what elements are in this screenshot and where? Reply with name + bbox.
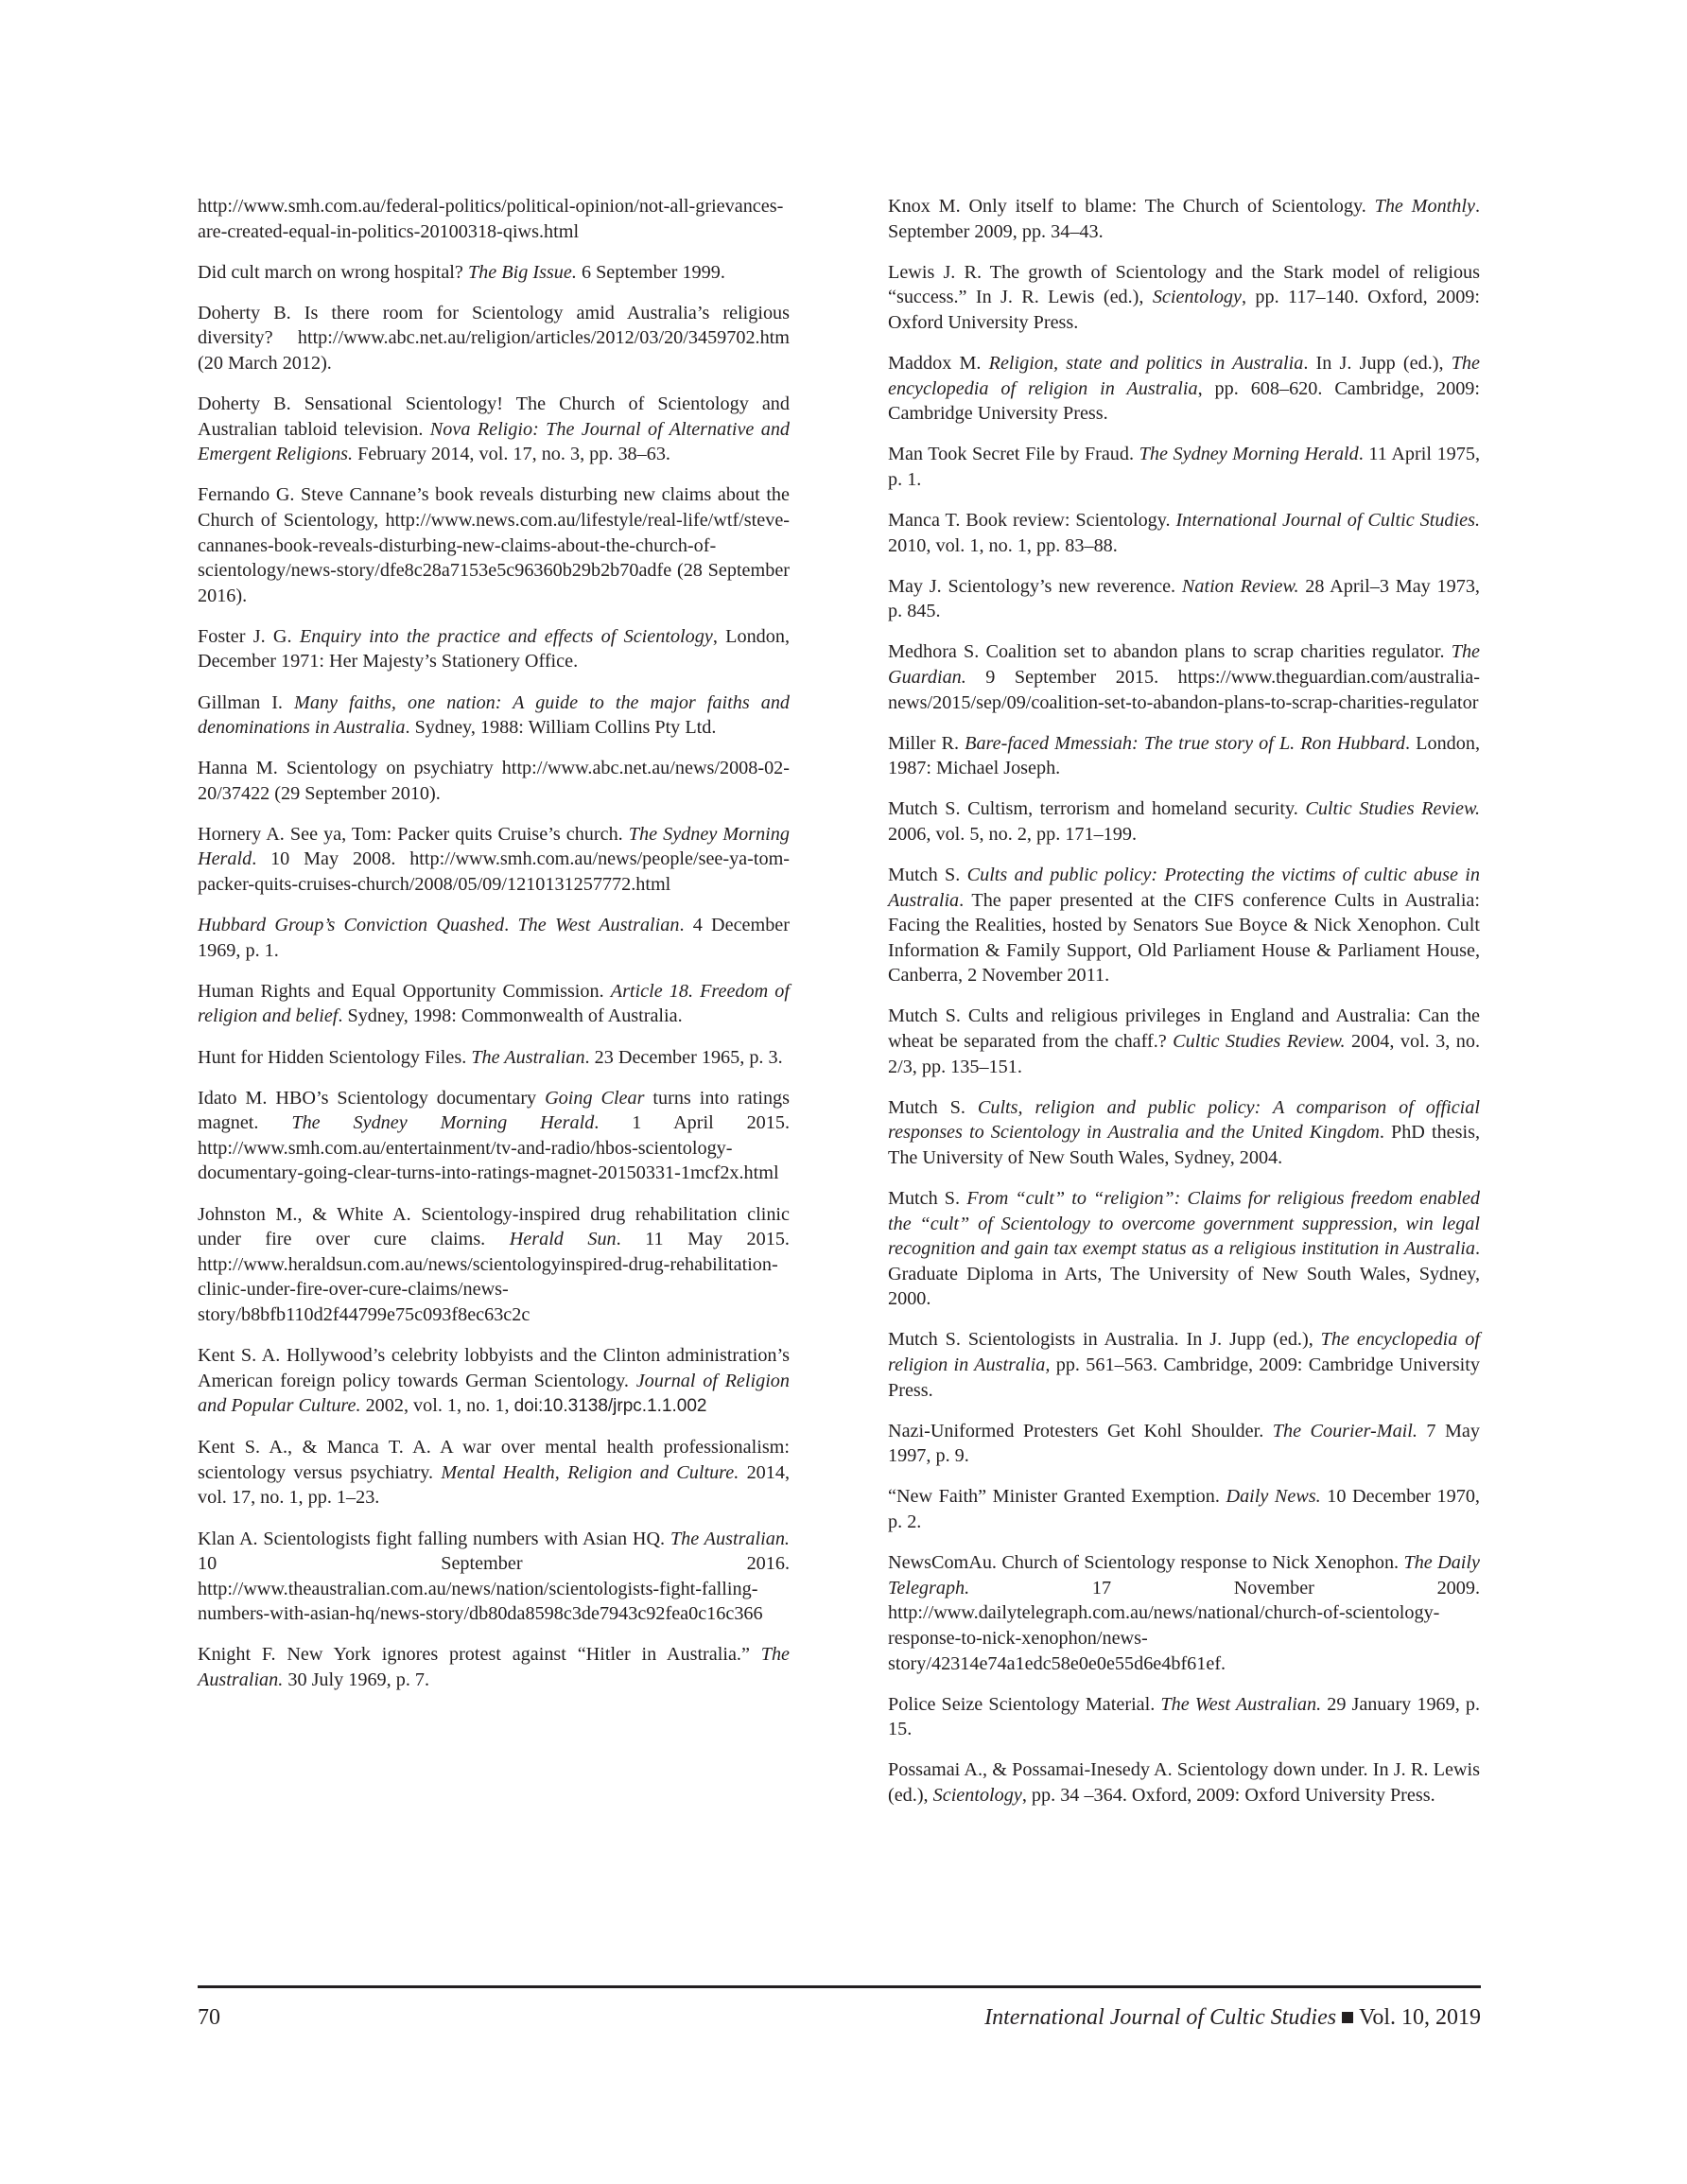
reference-text: Manca T. Book review: Scientology. xyxy=(888,509,1176,531)
reference-text: , pp. 608–620. Cambridge, 2009: Cambridge University Press. xyxy=(888,377,1481,425)
reference-text: . 11 May 2015. http://www.heraldsun.com.au/news/scientologyinspired-drug-rehabilitation-clinic-under-fire-over-cure-claims/news-story/b8bfb110d2f44799e75c093f8ec63c2c xyxy=(198,1229,790,1325)
reference-title: The Daily Telegraph. xyxy=(888,1552,1480,1599)
reference-entry xyxy=(888,1186,1480,1312)
reference-text: Possamai A., & Possamai-Inesedy A. Scientology down under. In J. R. Lewis (ed.), xyxy=(888,1759,1480,1806)
reference-title: International Journal of Cultic Studies. xyxy=(1175,509,1480,531)
reference-text: Mutch S. xyxy=(888,1096,978,1118)
reference-entry xyxy=(198,822,790,898)
reference-entry xyxy=(198,756,790,806)
reference-text: Nazi-Uniformed Protesters Get Kohl Shoulder. xyxy=(888,1420,1273,1441)
reference-text: 28 April–3 May 1973, p. 845. xyxy=(888,575,1480,622)
reference-title: Article 18. Freedom of religion and belief xyxy=(198,980,790,1027)
reference-text: turns into ratings magnet. xyxy=(198,1087,790,1134)
reference-title: From “cult” to “religion”: Claims for religious freedom enabled the “cult” of Scientology to overcome government suppression, win legal recognition and gain tax exempt status as a religious institution in Australia xyxy=(888,1188,1480,1260)
reference-text: 6 September 1999. xyxy=(576,261,725,283)
reference-text: doi:10.3138/jrpc.1.1.002 xyxy=(513,1396,707,1417)
page-number: 70 xyxy=(198,2005,220,2030)
reference-text: . PhD thesis, The University of New South Wales, Sydney, 2004. xyxy=(888,1122,1480,1168)
reference-title: Journal of Religion and Popular Culture. xyxy=(198,1370,790,1417)
reference-entry xyxy=(888,1327,1480,1403)
reference-title: Many faiths, one nation: A guide to the major faiths and denominations in Australia xyxy=(198,691,791,739)
reference-text: 10 September 2016. http://www.theaustralian.com.au/news/nation/scientologists-fight-falling-numbers-with-asian-hq/news-story/db80da8598c3de7943c92fea0c16c366 xyxy=(198,1553,790,1625)
reference-entry xyxy=(198,1527,790,1627)
reference-text: pp. 561–563. Cambridge, 2009: Cambridge University Press. xyxy=(888,1354,1480,1401)
reference-text: . 11 April 1975, p. 1. xyxy=(888,444,1480,490)
reference-entry xyxy=(888,194,1480,244)
reference-entry xyxy=(888,731,1480,781)
reference-text: May J. Scientology’s new reverence. xyxy=(888,575,1182,597)
reference-title: Cults, religion and public policy: A comparison of official responses to Scientology in Australia and the United Kingdom xyxy=(888,1096,1480,1144)
reference-text: Foster J. G. xyxy=(198,625,300,647)
reference-entry xyxy=(198,1202,790,1328)
reference-title: Nation Review. xyxy=(1181,575,1299,597)
reference-title: The encyclopedia of religion in Australia, xyxy=(888,1329,1480,1376)
reference-entry xyxy=(888,639,1480,715)
reference-title: Going Clear xyxy=(545,1087,645,1109)
reference-text: , London, December 1971: Her Majesty’s Stationery Office. xyxy=(198,625,790,673)
reference-entry xyxy=(198,1642,790,1692)
reference-text: Gillman I. xyxy=(198,691,295,713)
reference-text: 30 July 1969, p. 7. xyxy=(283,1669,430,1690)
reference-text: Mutch S. Cults and religious privileges in England and Australia: Can the wheat be separated from the chaff.? xyxy=(888,1005,1480,1053)
reference-title: Bare-faced Mmessiah: The true story of L. Ron Hubbard xyxy=(965,732,1406,754)
reference-title: The Australian xyxy=(471,1046,585,1068)
reference-title: Cults and public policy: Protecting the victims of cultic abuse in Australia xyxy=(888,864,1480,911)
reference-text: 2006, vol. 5, no. 2, pp. 171–199. xyxy=(888,823,1137,845)
references-right-column xyxy=(888,194,1480,1824)
reference-text: Johnston M., & White A. Scientology-inspired drug rehabilitation clinic under fire over cure claims. xyxy=(198,1203,790,1250)
reference-text: . Sydney, 1988: William Collins Pty Ltd. xyxy=(405,717,717,739)
reference-title: The West Australian. xyxy=(1160,1693,1322,1715)
reference-text: Hunt for Hidden Scientology Files. xyxy=(198,1046,472,1068)
reference-title: The Sydney Morning Herald xyxy=(1139,444,1359,465)
reference-text: Hanna M. Scientology on psychiatry http://www.abc.net.au/news/2008-02-20/37422 (29 September 2010). xyxy=(198,758,790,804)
reference-text: . In J. Jupp (ed.), xyxy=(1303,352,1452,374)
reference-text: Miller R. xyxy=(888,732,965,754)
reference-text: Knight F. New York ignores protest against “Hitler in Australia.” xyxy=(198,1644,761,1666)
reference-title: The Big Issue. xyxy=(467,261,577,283)
reference-entry xyxy=(198,1045,790,1071)
reference-title: Scientology xyxy=(1152,287,1242,308)
reference-title: The encyclopedia of religion in Australia xyxy=(888,352,1480,399)
reference-entry xyxy=(198,482,790,608)
reference-entry xyxy=(198,392,790,467)
square-bullet-icon xyxy=(1342,2012,1353,2023)
reference-text: . xyxy=(504,915,518,936)
reference-entry xyxy=(888,508,1480,558)
reference-entry xyxy=(198,260,790,286)
reference-entry xyxy=(888,1757,1480,1808)
reference-title: Religion, state and politics in Australia xyxy=(988,352,1304,374)
reference-entry xyxy=(888,1692,1480,1742)
reference-title: The Australian. xyxy=(198,1644,790,1690)
reference-text: . 4 December 1969, p. 1. xyxy=(198,915,790,961)
reference-text: Maddox M. xyxy=(888,352,989,374)
reference-entry xyxy=(888,1419,1480,1469)
reference-text: Mutch S. Scientologists in Australia. In J. Jupp (ed.), xyxy=(888,1329,1321,1351)
reference-entry xyxy=(198,624,790,674)
footer-rule xyxy=(198,1985,1481,1988)
reference-title: The Sydney Morning Herald xyxy=(291,1112,595,1134)
reference-entry xyxy=(888,1095,1480,1171)
reference-text: Idato M. HBO’s Scientology documentary xyxy=(198,1087,546,1109)
reference-entry xyxy=(888,1550,1480,1676)
reference-text: Doherty B. Sensational Scientology! The Church of Scientology and Australian tabloid television. xyxy=(198,393,790,440)
reference-title: Enquiry into the practice and effects of Scientology xyxy=(299,625,713,647)
reference-text: Klan A. Scientologists fight falling numbers with Asian HQ. xyxy=(198,1528,670,1549)
reference-text: Lewis J. R. The growth of Scientology and the Stark model of religious “success.” In J. R. Lewis (ed.), xyxy=(888,261,1480,308)
reference-entry xyxy=(198,1435,790,1511)
reference-title: Cultic Studies Review. xyxy=(1173,1031,1346,1053)
reference-text: . 23 December 1965, p. 3. xyxy=(584,1046,783,1068)
reference-text: Man Took Secret File by Fraud. xyxy=(888,444,1139,465)
reference-entry xyxy=(198,301,790,376)
reference-title: Herald Sun xyxy=(509,1229,617,1250)
reference-entry xyxy=(888,863,1480,988)
references-left-column xyxy=(198,194,790,1708)
journal-title: International Journal of Cultic Studies xyxy=(984,2005,1337,2030)
reference-text: Mutch S. Cultism, terrorism and homeland security. xyxy=(888,798,1306,820)
reference-title: Daily News. xyxy=(1226,1486,1321,1508)
reference-entry xyxy=(198,913,790,963)
reference-text: Police Seize Scientology Material. xyxy=(888,1693,1161,1715)
reference-title: Cultic Studies Review. xyxy=(1305,798,1480,820)
reference-text: Kent S. A. Hollywood’s celebrity lobbyists and the Clinton administration’s American foreign policy towards German Scientology. xyxy=(198,1344,790,1391)
reference-entry xyxy=(198,690,790,741)
reference-text: . Graduate Diploma in Arts, The University of New South Wales, Sydney, 2000. xyxy=(888,1238,1480,1310)
reference-entry xyxy=(888,442,1480,492)
reference-text: Mutch S. xyxy=(888,1188,967,1209)
reference-text: 2014, vol. 17, no. 1, pp. 1–23. xyxy=(198,1461,790,1509)
reference-text: 2010, vol. 1, no. 1, pp. 83–88. xyxy=(888,534,1118,556)
reference-entry xyxy=(198,1086,790,1186)
reference-text: 10 December 1970, p. 2. xyxy=(888,1486,1480,1533)
reference-entry xyxy=(198,194,790,244)
reference-entry xyxy=(888,796,1480,847)
reference-title: The Sydney Morning Herald xyxy=(198,823,790,870)
reference-title: The Australian. xyxy=(670,1528,790,1549)
reference-entry xyxy=(888,351,1480,427)
reference-text: , pp. 34 –364. Oxford, 2009: Oxford University Press. xyxy=(1021,1784,1435,1806)
reference-title: Scientology xyxy=(932,1784,1022,1806)
reference-text: NewsComAu. Church of Scientology response to Nick Xenophon. xyxy=(888,1552,1404,1574)
reference-title: The Guardian. xyxy=(888,641,1480,688)
reference-text: . The paper presented at the CIFS conference Cults in Australia: Facing the Realities, hosted by Senators Sue Boyce & Nick Xenophon. Cult Information & Family Support, Old Parliament House & Parliament House, Canberra, 2 November 2011. xyxy=(888,889,1480,987)
reference-text: Did cult march on wrong hospital? xyxy=(198,261,468,283)
reference-text: 2002, vol. 1, no. 1, xyxy=(360,1395,514,1417)
reference-text: 29 January 1969, p. 15. xyxy=(888,1693,1480,1740)
reference-text: 2004, vol. 3, no. 2/3, pp. 135–151. xyxy=(888,1031,1480,1077)
reference-text: February 2014, vol. 17, no. 3, pp. 38–63. xyxy=(353,444,670,465)
reference-text: Doherty B. Is there room for Scientology amid Australia’s religious diversity? http://www.abc.net.au/religion/articles/2012/03/20/3459702.htm (20 March 2012). xyxy=(198,302,790,374)
reference-entry xyxy=(198,1343,790,1420)
reference-text: 17 November 2009. http://www.dailytelegraph.com.au/news/national/church-of-scientology-response-to-nick-xenophon/news-story/42314e74a1edc58e0e0e55d6e4bf61ef. xyxy=(888,1577,1480,1674)
reference-text: “New Faith” Minister Granted Exemption. xyxy=(888,1486,1226,1508)
journal-volume: Vol. 10, 2019 xyxy=(1359,2005,1481,2030)
reference-text: . 10 May 2008. http://www.smh.com.au/news/people/see-ya-tom-packer-quits-cruises-church/2008/05/09/1210131257772.html xyxy=(198,848,790,896)
reference-text: . London, 1987: Michael Joseph. xyxy=(888,732,1480,779)
reference-text: Kent S. A., & Manca T. A. A war over mental health professionalism: scientology versus psychiatry. xyxy=(198,1437,790,1483)
reference-entry xyxy=(888,574,1480,624)
reference-text: http://www.smh.com.au/federal-politics/political-opinion/not-all-grievances-are-created-equal-in-politics-20100318-qiws.html xyxy=(198,196,784,242)
reference-entry xyxy=(888,1004,1480,1079)
reference-text: 7 May 1997, p. 9. xyxy=(888,1420,1480,1467)
reference-text: Mutch S. xyxy=(888,864,967,885)
reference-text: Medhora S. Coalition set to abandon plans to scrap charities regulator. xyxy=(888,641,1452,663)
reference-text: Knox M. Only itself to blame: The Church of Scientology. xyxy=(888,196,1375,217)
reference-text: . 1 April 2015. http://www.smh.com.au/entertainment/tv-and-radio/hbos-scientology-documentary-going-clear-turns-into-ratings-magnet-20150331-1mcf2x.html xyxy=(198,1112,791,1184)
journal-footer xyxy=(984,2003,1481,2032)
reference-title: Mental Health, Religion and Culture. xyxy=(441,1461,739,1483)
reference-text: . September 2009, pp. 34–43. xyxy=(888,196,1480,242)
reference-entry xyxy=(198,979,790,1029)
reference-entry xyxy=(888,260,1480,336)
reference-text: . Sydney, 1998: Commonwealth of Australia. xyxy=(338,1005,683,1027)
reference-text: , pp. 117–140. Oxford, 2009: Oxford University Press. xyxy=(888,287,1480,333)
reference-text: Human Rights and Equal Opportunity Commission. xyxy=(198,980,611,1002)
reference-title: The Courier-Mail. xyxy=(1272,1420,1417,1441)
reference-text: Fernando G. Steve Cannane’s book reveals disturbing new claims about the Church of Scientology, http://www.news.com.au/lifestyle/real-life/wtf/steve-cannanes-book-reveals-disturbing-new-claims-about-the-church-of-scientology/news-story/dfe8c28a7153e5c96360b29b2b70adfe (28 September 2016). xyxy=(198,484,790,606)
reference-text: 9 September 2015. https://www.theguardian.com/australia-news/2015/sep/09/coalition-set-to-abandon-plans-to-scrap-charities-regulator xyxy=(888,666,1480,713)
reference-entry xyxy=(888,1484,1480,1534)
reference-title: Hubbard Group’s Conviction Quashed xyxy=(198,915,505,936)
reference-title: The Monthly xyxy=(1374,196,1475,217)
reference-title: The West Australian xyxy=(517,915,680,936)
reference-title: Nova Religio: The Journal of Alternative and Emergent Religions. xyxy=(198,418,791,465)
reference-text: Hornery A. See ya, Tom: Packer quits Cruise’s church. xyxy=(198,823,629,845)
